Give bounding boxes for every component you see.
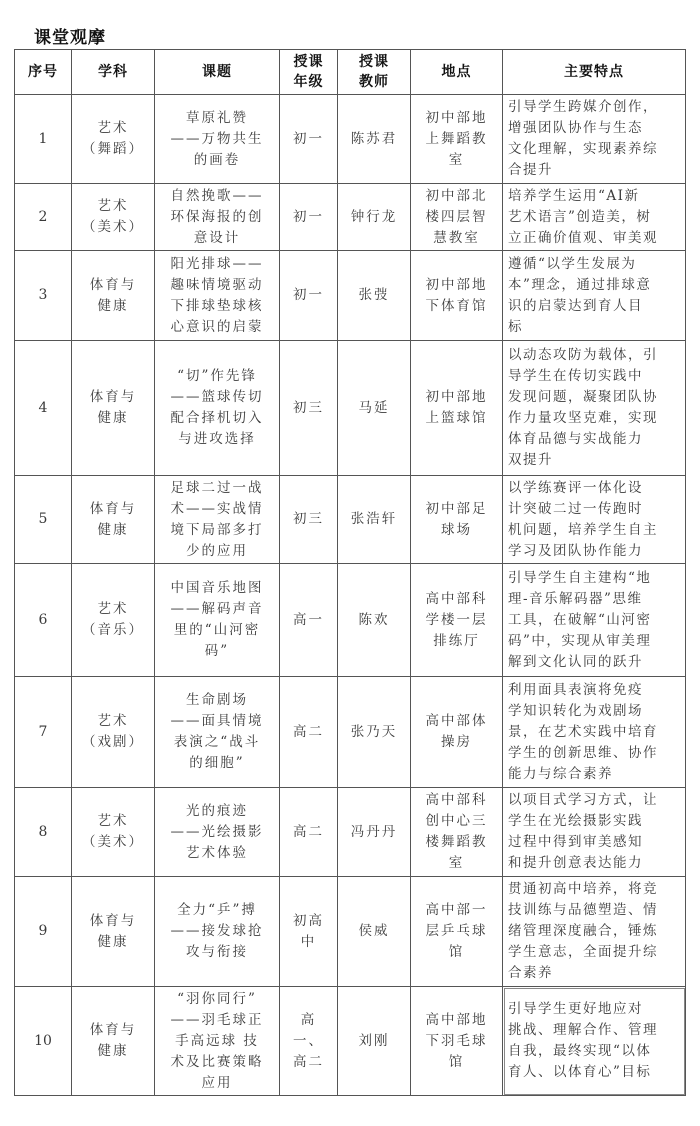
grade-line: 初一 [293,130,324,147]
subject-line: 体育与 [89,389,137,405]
features-line: 培养学生运用“AI新 [508,187,640,204]
cell-location [411,564,503,677]
table-row [15,341,686,476]
topic-line: ——万物共生 [170,130,264,147]
topic-line: 境下局部多打 [170,521,264,538]
location-line: 馆 [448,1053,465,1070]
cell-grade [280,476,338,564]
cell-topic [155,877,280,987]
cell-teacher: 陈苏君 [338,95,411,184]
header-subject: 学科 [72,50,155,95]
grade-line: 一、 [293,1032,324,1049]
cell-subject [72,987,155,1096]
grade-line: 初高 [293,912,324,929]
topic-line: 环保海报的创 [170,208,264,225]
cell-features [503,341,686,476]
features-line: 引导学生跨媒介创作， [508,99,658,115]
cell-location [411,476,503,564]
features-line: 育人、以体育心”目标 [508,1064,652,1080]
cell-features [503,251,686,341]
cell-index: 5 [15,476,72,564]
cell-location [411,95,503,184]
location-line: 学楼一层 [425,611,488,628]
features-line: 导学生在传切实践中 [508,368,643,384]
location-line: 排练厅 [433,632,480,649]
table-row [15,987,686,1096]
cell-location [411,987,503,1096]
features-line: 引导学生更好地应对 [508,1001,643,1017]
cell-grade [280,877,338,987]
cell-features [503,788,686,877]
cell-features [503,476,686,564]
location-line: 高中部地 [425,1011,488,1028]
topic-line: 全力“乒”搏 [177,902,257,918]
features-line: 学生的创新思维、协作 [508,744,658,761]
section-title: 课堂观摩 [34,28,106,48]
cell-index: 10 [15,987,72,1096]
cell-subject [72,341,155,476]
cell-topic [155,251,280,341]
topic-line: 意设计 [193,229,241,246]
topic-line: “羽你同行” [177,990,257,1007]
location-line: 初中部地 [425,109,488,126]
topic-line: 里的“山河密 [173,622,261,638]
features-line: 标 [508,318,523,335]
topic-line: 自然挽歌—— [170,187,264,204]
location-line: 高中部体 [425,713,488,729]
cell-topic [155,476,280,564]
location-line: 初中部地 [425,389,488,405]
cell-subject [72,564,155,677]
location-line: 慧教室 [433,229,480,246]
cell-teacher: 张乃天 [338,677,411,788]
features-line: 立正确价值观、审美观 [508,229,658,246]
features-line: 引导学生自主建构“地 [508,569,652,586]
grade-line: 初三 [293,399,324,416]
location-line: 馆 [448,944,465,960]
cell-location [411,788,503,877]
header-grade: 授课 年级 [280,50,338,95]
features-line: 挑战、理解合作、管理 [508,1022,658,1038]
features-line: 码”中，实现从审美理 [508,632,652,649]
location-line: 下体育馆 [425,297,488,314]
features-line: 和提升创意表达能力 [508,855,643,871]
features-line: 艺术语言”创造美，树 [508,208,652,225]
topic-line: 配合择机切入 [170,410,264,426]
cell-grade [280,251,338,341]
cell-subject [72,788,155,877]
classroom-observation-table [14,49,686,1096]
cell-index: 2 [15,184,72,251]
features-line: 学习及团队协作能力 [508,542,643,559]
features-line: 利用面具表演将免疫 [508,681,643,698]
subject-line: 艺术 [97,120,129,136]
features-line: 遵循“以学生发展为 [508,255,637,272]
subject-line: 艺术 [97,813,129,829]
table-row [15,184,686,251]
cell-subject [72,677,155,788]
header-index: 序号 [15,50,72,95]
topic-line: ——接发球抢 [170,923,264,939]
cell-topic [155,184,280,251]
subject-line: 艺术 [97,601,129,617]
features-line: 技训练与品德塑造、情 [508,902,658,918]
subject-line: 艺术 [97,713,129,729]
cell-topic [155,788,280,877]
cell-teacher: 陈欢 [338,564,411,677]
cell-index: 3 [15,251,72,341]
grade-line: 高二 [293,723,324,740]
features-line: 识的启蒙达到育人目 [508,297,643,314]
grade-line: 高二 [293,1053,324,1070]
cell-features [503,987,686,1096]
features-line: 增强团队协作与生态 [508,120,643,136]
topic-line: 光的痕迹 [186,802,248,819]
features-line: 绪管理深度融合，锤炼 [508,923,658,939]
topic-line: 下排球垫球核 [170,297,264,314]
cell-index: 7 [15,677,72,788]
topic-line: 生命剧场 [186,692,248,708]
cell-subject [72,251,155,341]
topic-line: 中国音乐地图 [170,580,264,596]
cell-index: 1 [15,95,72,184]
topic-line: 的细胞” [189,755,245,771]
features-line: 学生意志，全面提升综 [508,944,658,960]
cell-location [411,251,503,341]
subject-line: 体育与 [89,500,137,517]
cell-grade [280,788,338,877]
topic-line: 手高远球 技 [175,1032,259,1049]
subject-line: （美术） [82,834,144,850]
cell-teacher: 钟行龙 [338,184,411,251]
features-line: 解到文化认同的跃升 [508,653,643,670]
topic-line: 足球二过一战 [170,479,264,496]
grade-line: 初一 [293,287,324,303]
cell-subject [72,184,155,251]
topic-line: ——光绘摄影 [170,823,264,840]
grade-line: 初三 [293,511,324,527]
location-line: 操房 [441,734,472,750]
topic-line: “切”作先锋 [177,368,257,384]
location-line: 楼四层智 [425,208,488,225]
cell-teacher: 马延 [338,341,411,476]
location-line: 球场 [441,521,472,538]
features-line: 双提升 [508,452,553,468]
table-row [15,877,686,987]
cell-location [411,341,503,476]
cell-subject [72,877,155,987]
location-line: 高中部科 [425,590,488,607]
subject-line: （舞蹈） [82,141,144,157]
grade-line: 初一 [293,208,324,225]
topic-line: 与进攻选择 [178,431,256,447]
subject-line: 体育与 [89,1022,137,1038]
location-line: 初中部北 [425,187,488,204]
cell-grade [280,987,338,1096]
grade-line: 高一 [293,611,324,628]
features-line: 学生在光绘摄影实践 [508,813,643,829]
cell-teacher: 侯威 [338,877,411,987]
subject-line: 艺术 [97,198,129,214]
topic-line: 攻与衔接 [186,944,248,960]
cell-subject [72,95,155,184]
features-line: 体育品德与实战能力 [508,431,643,447]
location-line: 高中部一 [425,902,488,918]
topic-line: 表演之“战斗 [173,734,261,750]
topic-line: 阳光排球—— [170,255,264,272]
cell-grade [280,564,338,677]
header-teacher: 授课 教师 [338,50,411,95]
subject-line: （戏剧） [82,734,144,750]
table-row [15,251,686,341]
features-line: 贯通初高中培养，将竞 [508,881,658,897]
subject-line: 健康 [97,521,129,538]
subject-line: 健康 [97,410,129,426]
cell-topic [155,987,280,1096]
subject-line: 体育与 [89,912,137,929]
cell-teacher: 刘刚 [338,987,411,1096]
table-row [15,476,686,564]
topic-line: 趣味情境驱动 [170,276,264,293]
features-line: 本”理念，通过排球意 [508,276,652,293]
cell-topic [155,564,280,677]
cell-features [503,564,686,677]
topic-line: 艺术体验 [186,844,248,861]
cell-index: 9 [15,877,72,987]
table-row [15,95,686,184]
cell-features [503,877,686,987]
cell-teacher: 张浩轩 [338,476,411,564]
topic-line: 术及比赛策略 [170,1053,264,1070]
location-line: 初中部足 [425,500,488,517]
location-line: 初中部地 [425,276,488,293]
header-topic: 课题 [155,50,280,95]
features-line: 工具，在破解“山河密 [508,611,652,628]
cell-subject [72,476,155,564]
cell-teacher: 冯丹丹 [338,788,411,877]
subject-line: 体育与 [89,276,137,293]
cell-topic [155,95,280,184]
location-line: 上篮球馆 [425,410,488,426]
features-line: 计突破二过一传跑时 [508,500,643,517]
cell-location [411,184,503,251]
table-row [15,788,686,877]
grade-line: 中 [300,933,317,950]
cell-features [503,184,686,251]
location-line: 创中心三 [425,813,488,829]
header-location: 地点 [411,50,503,95]
subject-line: （音乐） [82,622,144,638]
table-row [15,564,686,677]
subject-line: 健康 [97,933,129,950]
location-line: 层乒乓球 [425,923,488,939]
cell-teacher: 张弢 [338,251,411,341]
cell-location [411,877,503,987]
topic-line: 少的应用 [186,542,248,559]
features-line: 机问题，培养学生自主 [508,521,658,538]
features-line: 合提升 [508,162,553,178]
features-line: 发现问题，凝聚团队协 [508,389,658,405]
topic-line: 心意识的启蒙 [170,318,264,335]
topic-line: 应用 [201,1074,233,1091]
cell-index: 8 [15,788,72,877]
subject-line: 健康 [97,297,129,314]
cell-grade [280,95,338,184]
grade-line: 高 [300,1011,317,1028]
subject-line: （美术） [82,219,144,235]
features-line: 合素养 [508,965,553,981]
topic-line: ——解码声音 [170,601,264,617]
cell-features [503,95,686,184]
topic-line: 术——实战情 [170,500,264,517]
location-line: 室 [448,151,465,168]
subject-line: 健康 [97,1043,129,1059]
grade-line: 高二 [293,823,324,840]
features-line: 以项目式学习方式，让 [508,792,658,808]
topic-line: ——面具情境 [170,713,264,729]
location-line: 室 [448,855,465,871]
cell-topic [155,677,280,788]
topic-line: 码” [204,643,230,659]
cell-features [503,677,686,788]
cell-grade [280,677,338,788]
cell-grade [280,341,338,476]
topic-line: 的画卷 [193,151,241,168]
location-line: 高中部科 [425,792,488,808]
header-row [15,50,686,95]
features-line: 学知识转化为戏剧场 [508,702,643,719]
features-line: 自我，最终实现“以体 [508,1043,652,1059]
features-line: 理-音乐解码器”思维 [508,590,643,607]
location-line: 上舞蹈教 [425,130,488,147]
header-features: 主要特点 [503,50,686,95]
table-row [15,677,686,788]
features-line: 景，在艺术实践中培育 [508,723,658,740]
features-line: 以学练赛评一体化设 [508,479,643,496]
topic-line: ——篮球传切 [170,389,264,405]
cell-grade [280,184,338,251]
cell-topic [155,341,280,476]
topic-line: ——羽毛球正 [170,1011,264,1028]
cell-location [411,677,503,788]
location-line: 下羽毛球 [425,1032,488,1049]
cell-index: 6 [15,564,72,677]
table-body [15,95,686,1096]
features-line: 以动态攻防为载体，引 [508,347,658,363]
location-line: 楼舞蹈教 [425,834,488,850]
features-line: 过程中得到审美感知 [508,834,643,850]
features-line: 文化理解，实现素养综 [508,141,658,157]
topic-line: 草原礼赞 [186,109,248,126]
cell-index: 4 [15,341,72,476]
features-line: 能力与综合素养 [508,765,613,782]
features-line: 作力量攻坚克难，实现 [508,410,658,426]
